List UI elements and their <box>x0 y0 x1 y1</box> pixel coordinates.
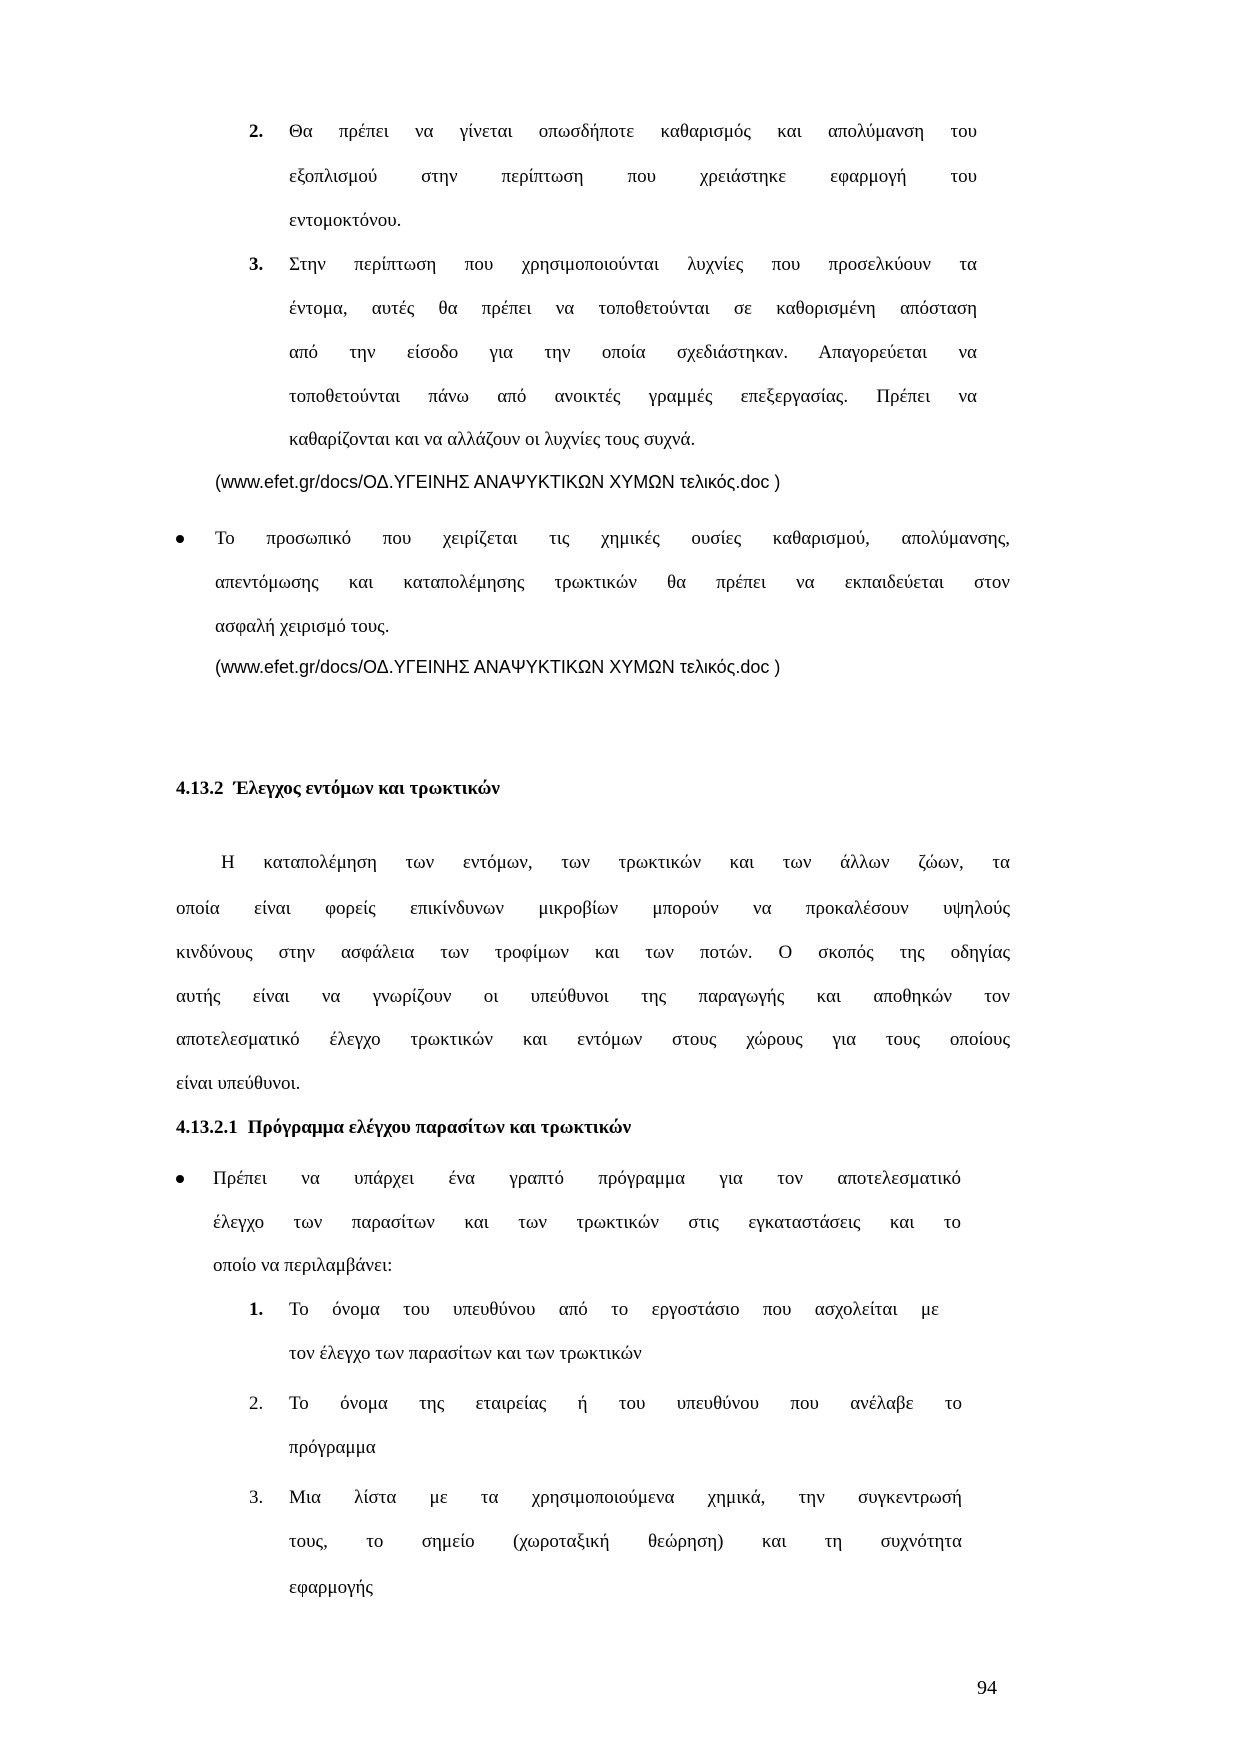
subsection-title: Πρόγραμμα ελέγχου παρασίτων και τρωκτικών <box>247 1117 632 1138</box>
text-line: είναι υπεύθυνοι. <box>176 1073 301 1094</box>
text-line: οποίο να περιλαμβάνει: <box>213 1255 393 1276</box>
text-line: Η καταπολέμηση των εντόμων, των τρωκτικών και των άλλων ζώων, τα <box>221 852 1010 873</box>
list-number: 1. <box>249 1299 264 1320</box>
text-line: έλεγχο των παρασίτων και των τρωκτικών στις εγκαταστάσεις και το <box>213 1212 961 1233</box>
text-line: εξοπλισμού στην περίπτωση που χρειάστηκε εφαρμογή του <box>289 166 977 187</box>
source-reference: (www.efet.gr/docs/ΟΔ.ΥΓΕΙΝΗΣ ΑΝΑΨΥΚΤΙΚΩΝ ΧΥΜΩΝ τελικός.doc ) <box>215 472 781 492</box>
text-line: έντομα, αυτές θα πρέπει να τοποθετούνται σε καθορισμένη απόσταση <box>289 298 977 319</box>
text-line: Το όνομα του υπευθύνου από το εργοστάσιο που ασχολείται με <box>289 1299 939 1320</box>
text-line: τον έλεγχο των παρασίτων και των τρωκτικών <box>289 1343 642 1364</box>
text-line: ασφαλή χειρισμό τους. <box>215 616 390 637</box>
section-title: Έλεγχος εντόμων και τρωκτικών <box>233 778 500 799</box>
text-line: Το όνομα της εταιρείας ή του υπευθύνου που ανέλαβε το <box>289 1393 962 1414</box>
text-line: Πρέπει να υπάρχει ένα γραπτό πρόγραμμα για τον αποτελεσματικό <box>213 1168 961 1189</box>
subsection-number: 4.13.2.1 <box>176 1117 238 1138</box>
text-line: Στην περίπτωση που χρησιμοποιούνται λυχνίες που προσελκύουν τα <box>289 254 977 275</box>
section-number: 4.13.2 <box>176 778 224 799</box>
text-line: αποτελεσματικό έλεγχο τρωκτικών και εντόμων στους χώρους για τους οποίους <box>176 1029 1010 1050</box>
text-line: καθαρίζονται και να αλλάζουν οι λυχνίες τους συχνά. <box>289 429 696 450</box>
text-line: εφαρμογής <box>289 1577 373 1598</box>
section-heading <box>176 777 500 801</box>
text-line: αυτής είναι να γνωρίζουν οι υπεύθυνοι της παραγωγής και αποθηκών τον <box>176 986 1010 1007</box>
text-line: τους, το σημείο (χωροταξική θεώρηση) και τη συχνότητα <box>289 1531 962 1552</box>
subsection-heading <box>176 1116 631 1140</box>
text-line: κινδύνους στην ασφάλεια των τροφίμων και των ποτών. Ο σκοπός της οδηγίας <box>176 942 1010 963</box>
text-line: πρόγραμμα <box>289 1437 376 1458</box>
text-line: οποία είναι φορείς επικίνδυνων μικροβίων μπορούν να προκαλέσουν υψηλούς <box>176 898 1010 919</box>
text-line: εντομοκτόνου. <box>289 210 402 231</box>
bullet-icon <box>176 1175 184 1183</box>
text-line: τοποθετούνται πάνω από ανοικτές γραμμές επεξεργασίας. Πρέπει να <box>289 386 977 407</box>
text-line: απεντόμωσης και καταπολέμησης τρωκτικών θα πρέπει να εκπαιδεύεται στον <box>215 572 1010 593</box>
bullet-icon <box>176 535 184 543</box>
text-line: Θα πρέπει να γίνεται οπωσδήποτε καθαρισμός και απολύμανση του <box>289 121 977 142</box>
list-number: 3. <box>249 254 264 275</box>
page-number: 94 <box>977 1677 997 1699</box>
list-number: 2. <box>249 1393 264 1414</box>
list-number: 2. <box>249 121 264 142</box>
source-reference: (www.efet.gr/docs/ΟΔ.ΥΓΕΙΝΗΣ ΑΝΑΨΥΚΤΙΚΩΝ ΧΥΜΩΝ τελικός.doc ) <box>215 657 781 677</box>
text-line: Μια λίστα με τα χρησιμοποιούμενα χημικά, την συγκεντρωσή <box>289 1487 962 1508</box>
text-line: Το προσωπικό που χειρίζεται τις χημικές ουσίες καθαρισμού, απολύμανσης, <box>215 528 1010 549</box>
text-line: από την είσοδο για την οποία σχεδιάστηκαν. Απαγορεύεται να <box>289 342 977 363</box>
list-number: 3. <box>249 1487 264 1508</box>
